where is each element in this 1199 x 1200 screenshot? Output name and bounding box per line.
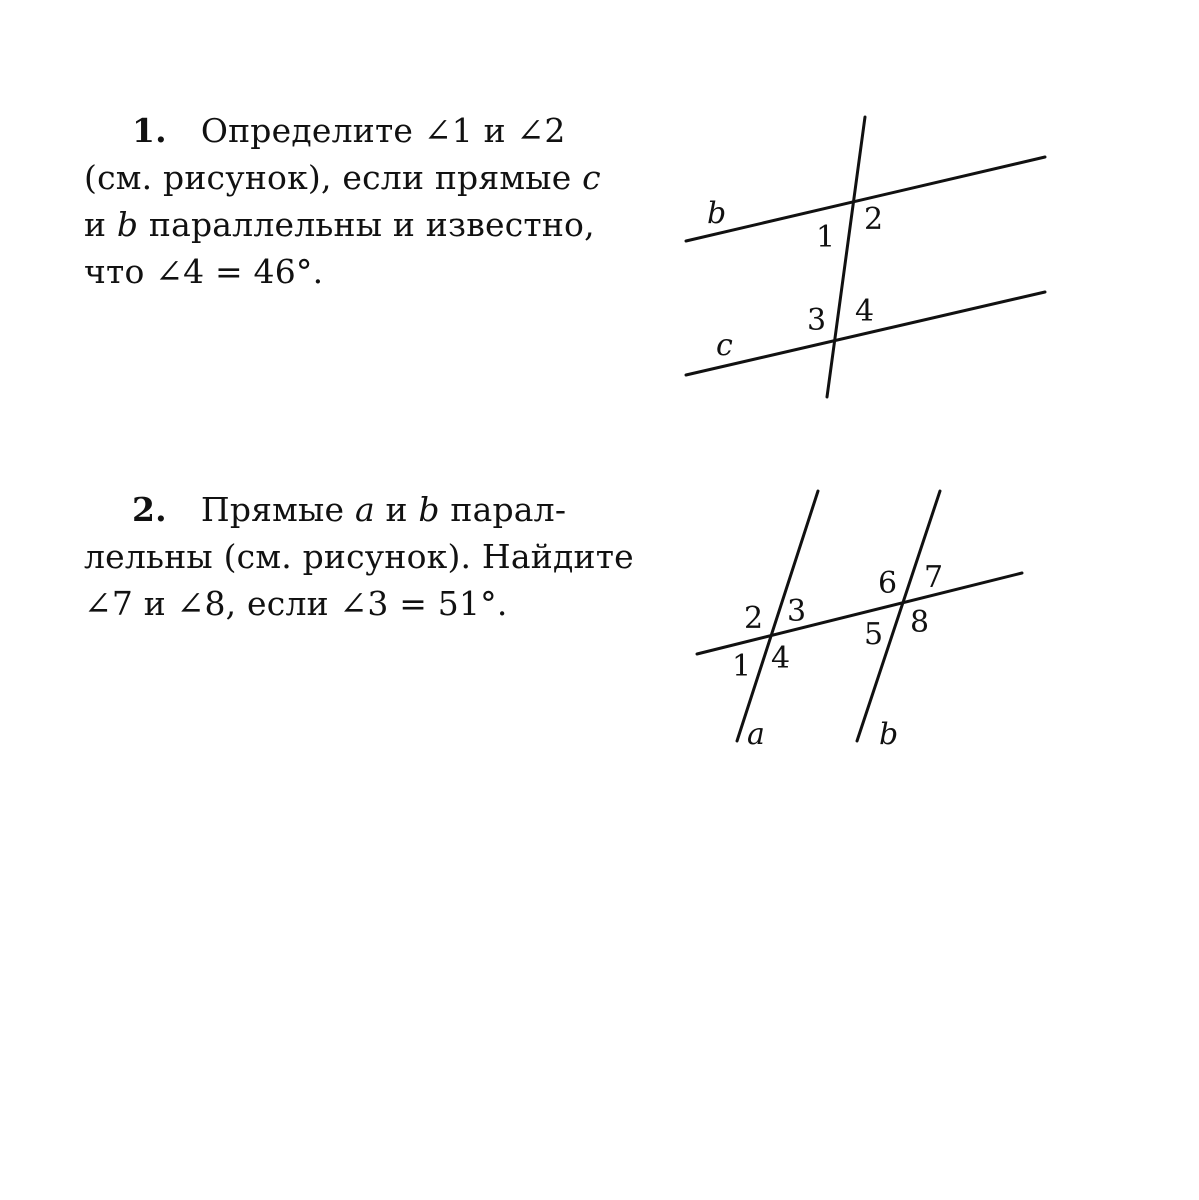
angle-1-label: 1 [816, 220, 836, 255]
problem-1-line-2-text: (см. рисунок), если прямые [84, 158, 583, 197]
problem-1-number: 1. [132, 111, 167, 150]
angle-5-label: 5 [864, 617, 884, 652]
line-b-label: b [707, 196, 727, 231]
problem-1-line-3-pre: и [84, 205, 117, 244]
angle-1-label: 1 [732, 649, 752, 684]
problem-2-number: 2. [132, 490, 167, 529]
angle-3-label: 3 [807, 303, 827, 338]
problem-1-line-3-post: параллельны и известно, [138, 205, 595, 244]
problem-2-line-1-post: парал- [439, 490, 567, 529]
angle-3-label: 3 [787, 594, 807, 629]
variable-b: b [116, 205, 139, 244]
angle-2-label: 2 [744, 601, 764, 636]
angle-2-label: 2 [864, 202, 884, 237]
angle-4-label: 4 [771, 641, 791, 676]
problem-2-line-2: лельны (см. рисунок). Найдите [84, 537, 634, 576]
line-a-label: a [747, 717, 765, 752]
angle-4-label: 4 [855, 294, 875, 329]
variable-a: a [354, 490, 375, 529]
line-c-label: c [716, 328, 733, 363]
problem-2-line-1-mid: и [374, 490, 419, 529]
variable-c: c [582, 158, 601, 197]
angle-8-label: 8 [910, 605, 930, 640]
problem-2-line-1-pre: Прямые [200, 490, 355, 529]
angle-7-label: 7 [924, 560, 944, 595]
line-b-label: b [879, 717, 899, 752]
problem-1-line-1-text: Определите ∠1 и ∠2 [200, 111, 566, 150]
problem-2-line-3: ∠7 и ∠8, если ∠3 = 51°. [84, 584, 508, 623]
problem-1-line-4: что ∠4 = 46°. [84, 252, 324, 291]
angle-6-label: 6 [878, 566, 898, 601]
variable-b: b [418, 490, 440, 529]
